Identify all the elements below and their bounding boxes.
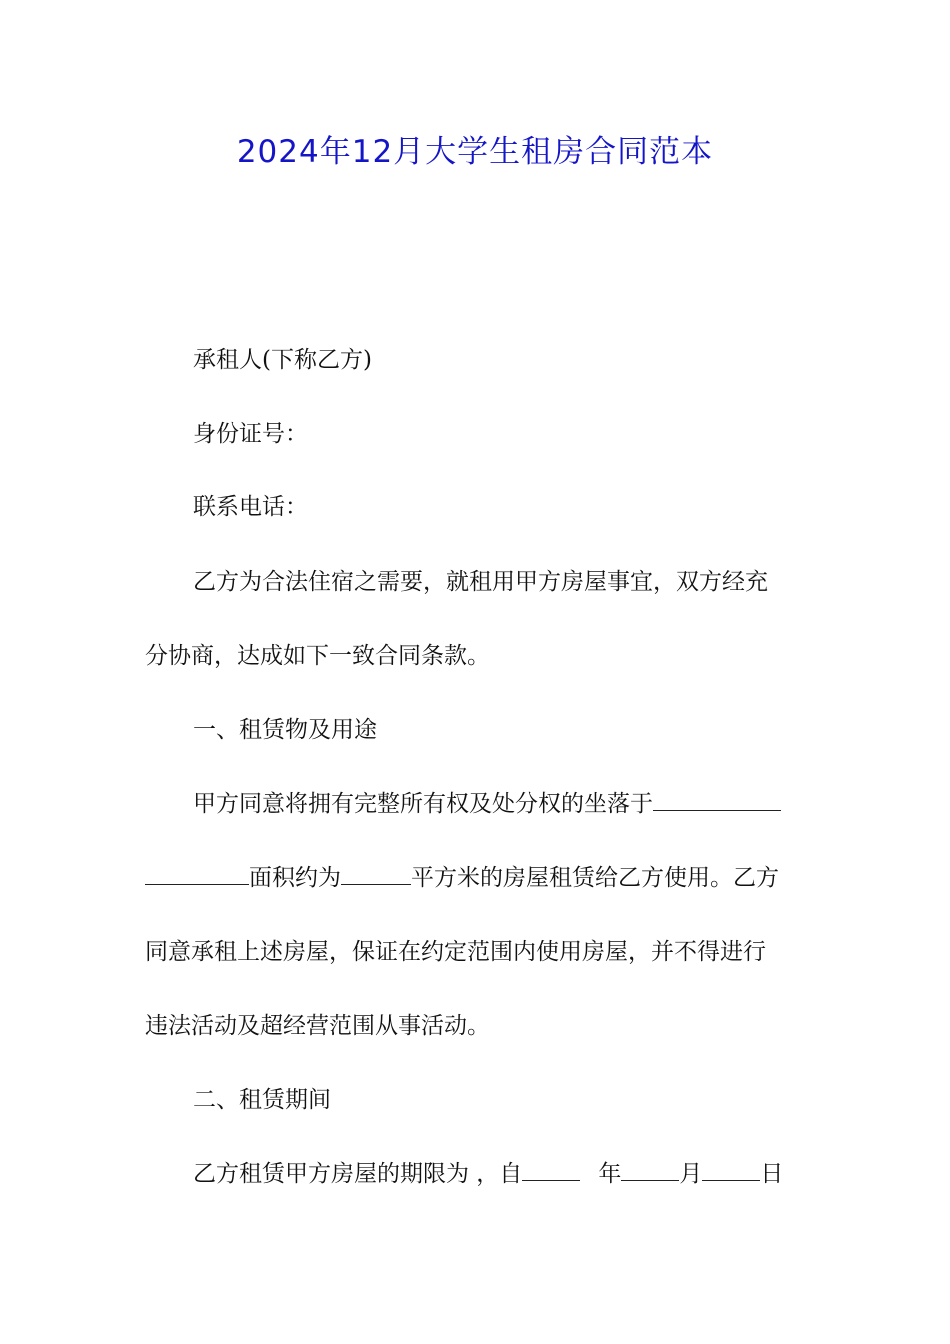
document-title: 2024年12月大学生租房合同范本 bbox=[236, 134, 714, 170]
lessee-line: 承租人(下称乙方) bbox=[193, 347, 372, 373]
section-1-line-1-text: 甲方同意将拥有完整所有权及处分权的坐落于 bbox=[193, 791, 653, 817]
area-blank bbox=[341, 862, 411, 885]
phone-line: 联系电话： bbox=[193, 494, 308, 520]
section-1-heading: 一、租赁物及用途 bbox=[193, 717, 377, 743]
intro-paragraph-line-1: 乙方为合法住宿之需要，就租用甲方房屋事宜，双方经充 bbox=[193, 569, 768, 595]
section-2-heading: 二、租赁期间 bbox=[193, 1087, 331, 1113]
day-label: 日 bbox=[760, 1161, 784, 1187]
location-blank-continued bbox=[145, 862, 249, 885]
section-1-line-4: 违法活动及超经营范围从事活动。 bbox=[145, 1013, 490, 1039]
area-label: 面积约为 bbox=[249, 865, 341, 891]
intro-paragraph-line-2: 分协商，达成如下一致合同条款。 bbox=[145, 643, 490, 669]
section-1-line-2-text: 平方米的房屋租赁给乙方使用。乙方 bbox=[411, 865, 779, 891]
location-blank bbox=[653, 788, 781, 811]
section-2-line-1 bbox=[193, 1154, 783, 1194]
month-label: 月 bbox=[679, 1161, 703, 1187]
start-day-blank bbox=[702, 1158, 760, 1181]
start-year-blank bbox=[522, 1158, 580, 1181]
section-1-line-3: 同意承租上述房屋，保证在约定范围内使用房屋，并不得进行 bbox=[145, 939, 766, 965]
start-month-blank bbox=[621, 1158, 679, 1181]
section-1-line-1 bbox=[193, 784, 781, 824]
section-1-line-2 bbox=[145, 858, 779, 898]
year-label: 年 bbox=[598, 1161, 622, 1187]
id-number-line: 身份证号： bbox=[193, 421, 308, 447]
lease-term-text: 乙方租赁甲方房屋的期限为 ，自 bbox=[193, 1161, 523, 1187]
